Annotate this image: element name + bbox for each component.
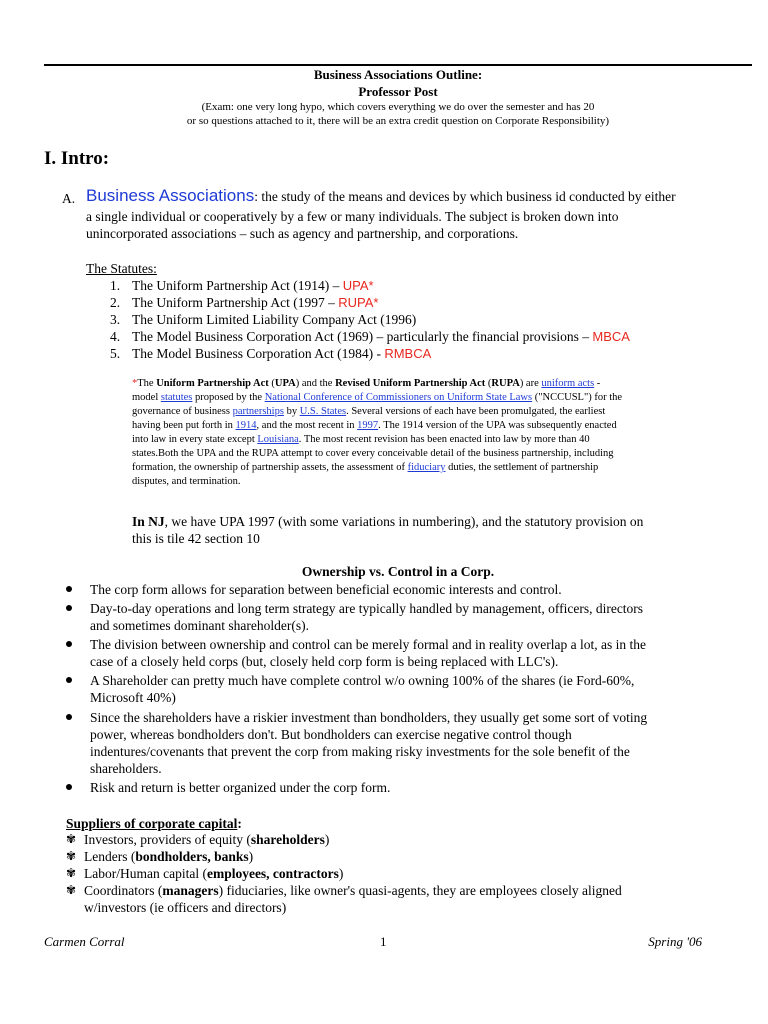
ownership-bullet-5-cont: power, whereas bondholders don't. But bondholders can exercise negative control though	[90, 727, 572, 742]
footer-term: Spring '06	[648, 934, 702, 949]
footnote-line-5: into law in every state except Louisiana. The most recent revision has been enacted into law by more than 40	[132, 434, 590, 445]
supplier-item: Labor/Human capital (employees, contractors)	[84, 866, 344, 881]
flower-bullet-icon: ✾	[66, 883, 77, 897]
item-a-line-2: a single individual or cooperatively by a few or many individuals. The subject is broken down into	[86, 209, 619, 224]
footnote-line-1: *The Uniform Partnership Act (UPA) and the Revised Uniform Partnership Act (RUPA) are uniform acts -	[132, 378, 601, 389]
flower-bullet-icon: ✾	[66, 849, 77, 863]
ownership-bullet-5-cont: indentures/covenants that prevent the corp from making risky investments for the sole benefit of the	[90, 744, 630, 759]
item-a-line-1	[86, 187, 746, 205]
link-1997[interactable]: 1997	[357, 420, 379, 431]
professor-name: Professor Post	[358, 84, 438, 99]
footnote-line-3: governance of business partnerships by U.S. States. Several versions of each have been promulgated, the earliest	[132, 406, 606, 417]
link-statutes[interactable]: statutes	[160, 392, 193, 403]
link-partnerships[interactable]: partnerships	[232, 406, 284, 417]
supplier-item: Lenders (bondholders, banks)	[84, 849, 254, 864]
ownership-bullet-3-cont: case of a closely held corps (but, closely held corp form is being replaced with LLC's).	[90, 654, 559, 669]
footnote-line-4: having been put forth in 1914, and the most recent in 1997. The 1914 version of the UPA was subsequently enacted	[132, 420, 617, 431]
nj-note-line-1: In NJ, we have UPA 1997 (with some variations in numbering), and the statutory provision on	[132, 514, 644, 529]
ownership-bullet-4-cont: Microsoft 40%)	[90, 690, 176, 705]
statute-item: 1. The Uniform Partnership Act (1914) – UPA*	[110, 278, 374, 293]
ownership-bullet-5: Since the shareholders have a riskier investment than bondholders, they usually get some sort of voting	[90, 710, 648, 725]
business-associations-term: Business Associations	[86, 186, 255, 205]
ownership-bullet-4: A Shareholder can pretty much have complete control w/o owning 100% of the shares (ie Ford-60%,	[90, 673, 635, 688]
ownership-bullet-3: The division between ownership and control can be merely formal and in reality overlap a lot, as in the	[90, 637, 646, 652]
exam-note-line-1: (Exam: one very long hypo, which covers everything we do over the semester and has 20	[201, 101, 595, 113]
footnote-line-6: states.Both the UPA and the RUPA attempt to cover every conceivable detail of the business partnership, including	[132, 448, 614, 459]
item-a-definition: : the study of the means and devices by which business id conducted by either	[254, 189, 676, 204]
bullet-dot-icon	[66, 586, 74, 594]
ownership-bullet-5-cont: shareholders.	[90, 761, 162, 776]
statutes-heading: The Statutes:	[86, 261, 157, 276]
supplier-item-cont: w/investors (ie officers and directors)	[84, 900, 287, 915]
footer-page-number: 1	[380, 934, 387, 949]
nj-note-line-2: this is tile 42 section 10	[132, 531, 260, 546]
bullet-dot-icon	[66, 714, 74, 722]
outline-title: Business Associations Outline:	[313, 67, 483, 82]
flower-bullet-icon: ✾	[66, 866, 77, 880]
footer-author: Carmen Corral	[44, 934, 125, 949]
exam-note-line-2: or so questions attached to it, there will be an extra credit question on Corporate Responsibility)	[186, 115, 610, 127]
link-uniform-acts[interactable]: uniform acts	[541, 378, 595, 389]
flower-bullet-icon: ✾	[66, 832, 77, 846]
ownership-bullet-1: The corp form allows for separation between beneficial economic interests and control.	[90, 582, 562, 597]
bullet-dot-icon	[66, 677, 74, 685]
link-fiduciary[interactable]: fiduciary	[407, 462, 446, 473]
link-nccusl[interactable]: National Conference of Commissioners on Uniform State Laws	[264, 392, 533, 403]
link-us-states[interactable]: U.S. States	[299, 406, 347, 417]
link-louisiana[interactable]: Louisiana	[257, 434, 299, 445]
footnote-line-8: disputes, and termination.	[132, 476, 241, 487]
statute-item: 4. The Model Business Corporation Act (1969) – particularly the financial provisions – MBCA	[110, 329, 630, 344]
ownership-bullet-2: Day-to-day operations and long term strategy are typically handled by management, officers, directors	[90, 601, 644, 616]
suppliers-heading: Suppliers of corporate capital:	[66, 816, 242, 831]
supplier-item: Coordinators (managers) fiduciaries, like owner's quasi-agents, they are employees closely aligned	[84, 883, 622, 898]
supplier-item: Investors, providers of equity (shareholders)	[84, 832, 330, 847]
bullet-dot-icon	[66, 605, 74, 613]
statute-item: 3. The Uniform Limited Liability Company Act (1996)	[110, 312, 417, 327]
section-heading-intro: I. Intro:	[44, 148, 110, 169]
bullet-dot-icon	[66, 641, 74, 649]
ownership-bullet-6: Risk and return is better organized under the corp form.	[90, 780, 391, 795]
link-1914[interactable]: 1914	[235, 420, 257, 431]
footnote-line-2: model statutes proposed by the National Conference of Commissioners on Uniform State Laws ("NCCUSL") for the	[132, 392, 623, 403]
item-a-label: A.	[62, 191, 76, 206]
ownership-heading: Ownership vs. Control in a Corp.	[301, 564, 495, 579]
statute-item: 5. The Model Business Corporation Act (1984) - RMBCA	[110, 346, 432, 361]
statute-item: 2. The Uniform Partnership Act (1997 – RUPA*	[110, 295, 379, 310]
bullet-dot-icon	[66, 784, 74, 792]
top-rule	[44, 64, 752, 66]
ownership-bullet-2-cont: and sometimes dominant shareholder(s).	[90, 618, 309, 633]
footnote-line-7: formation, the ownership of partnership assets, the assessment of fiduciary duties, the settlement of partnership	[132, 462, 599, 473]
item-a-line-3: unincorporated associations – such as agency and partnership, and corporations.	[86, 226, 519, 241]
